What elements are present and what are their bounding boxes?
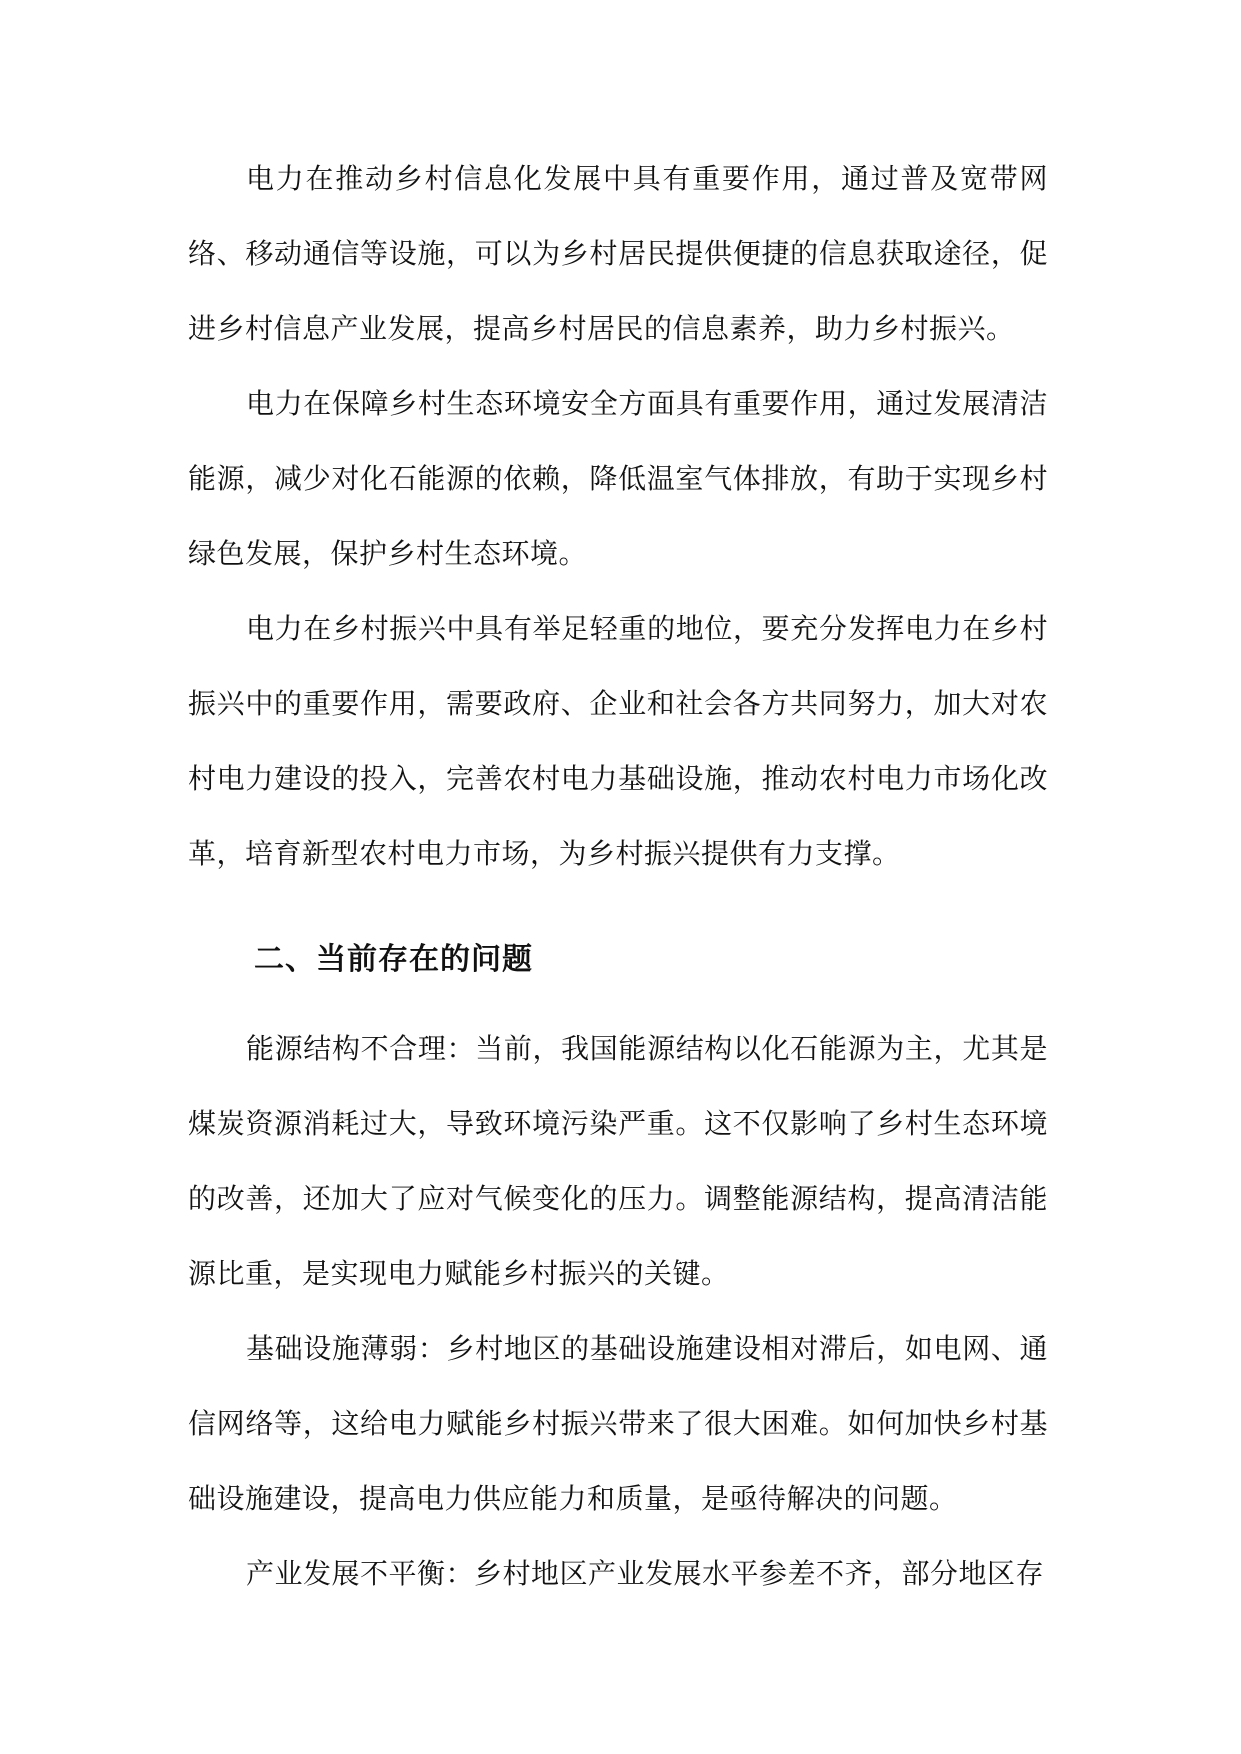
paragraph-rural-informatization: 电力在推动乡村信息化发展中具有重要作用，通过普及宽带网络、移动通信等设施，可以为乡村居民提供便捷的信息获取途径，促进乡村信息产业发展，提高乡村居民的信息素养，助力乡村振兴。	[188, 162, 1048, 345]
paragraph-energy-structure: 能源结构不合理：当前，我国能源结构以化石能源为主，尤其是煤炭资源消耗过大，导致环境污染严重。这不仅影响了乡村生态环境的改善，还加大了应对气候变化的压力。调整能源结构，提高清洁能源比重，是实现电力赋能乡村振兴的关键。	[188, 1032, 1048, 1290]
document-body	[188, 141, 1048, 1611]
section-heading: 二、当前存在的问题	[254, 942, 533, 977]
paragraph-ecological-environment: 电力在保障乡村生态环境安全方面具有重要作用，通过发展清洁能源，减少对化石能源的依赖，降低温室气体排放，有助于实现乡村绿色发展，保护乡村生态环境。	[188, 387, 1048, 570]
paragraph-industry-imbalance: 产业发展不平衡：乡村地区产业发展水平参差不齐，部分地区存	[246, 1557, 1045, 1590]
paragraph-infrastructure: 基础设施薄弱：乡村地区的基础设施建设相对滞后，如电网、通信网络等，这给电力赋能乡村振兴带来了很大困难。如何加快乡村基础设施建设，提高电力供应能力和质量，是亟待解决的问题。	[188, 1332, 1048, 1515]
paragraph-power-role-summary: 电力在乡村振兴中具有举足轻重的地位，要充分发挥电力在乡村振兴中的重要作用，需要政府、企业和社会各方共同努力，加大对农村电力建设的投入，完善农村电力基础设施，推动农村电力市场化改革，培育新型农村电力市场，为乡村振兴提供有力支撑。	[188, 612, 1048, 870]
